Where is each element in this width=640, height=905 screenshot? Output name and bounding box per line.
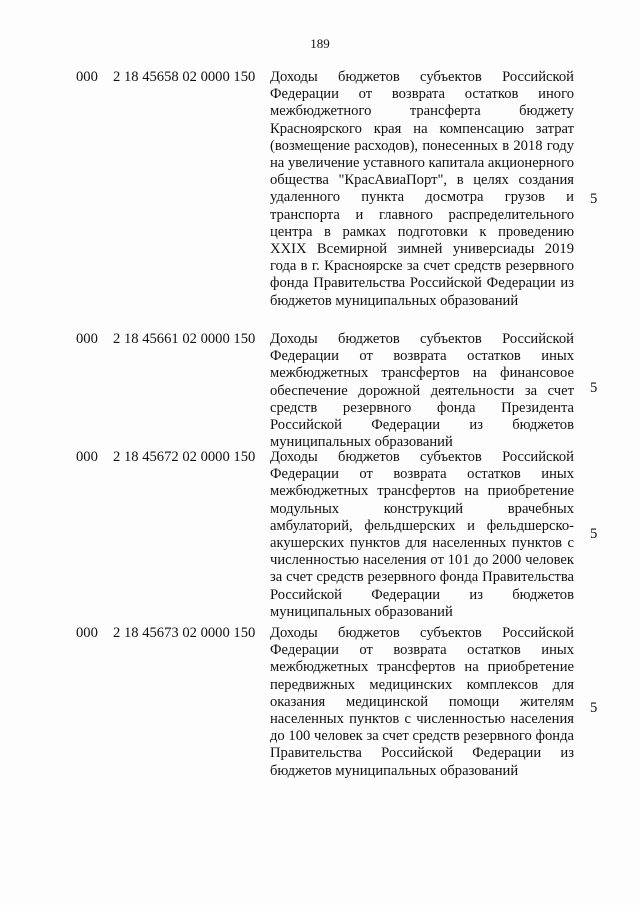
income-code: 2 18 45661 02 0000 150 bbox=[113, 331, 256, 347]
admin-code: 000 bbox=[76, 449, 98, 465]
income-code: 2 18 45672 02 0000 150 bbox=[113, 449, 256, 465]
table-row bbox=[0, 625, 640, 805]
income-name: Доходы бюджетов субъектов Российской Федерации от возврата остатков иного межбюджетного трансферта бюджету Красноярского края на компенсацию затрат (возмещение расходов), понесенных в 2018 году на увеличение уставного капитала акционерного общества "КрасАвиаПорт", в целях создания удаленного пункта досмотра грузов и транспорта и главного распределительного центра в рамках подготовки к проведению XXIX Всемирной зимней универсиады 2019 года в г. Красноярске за счет средств резервного фонда Правительства Российской Федерации из бюджетов муниципальных образований bbox=[270, 69, 574, 309]
row-value: 5 bbox=[590, 700, 598, 716]
admin-code: 000 bbox=[76, 69, 98, 85]
table-row bbox=[0, 331, 640, 449]
income-code: 2 18 45673 02 0000 150 bbox=[113, 625, 256, 641]
row-value: 5 bbox=[590, 526, 598, 542]
row-value: 5 bbox=[590, 191, 598, 207]
income-name: Доходы бюджетов субъектов Российской Федерации от возврата остатков иных межбюджетных трансфертов на финансовое обеспечение дорожной деятельности за счет средств резервного фонда Президента Российской Федерации из бюджетов муниципальных образований bbox=[270, 331, 574, 451]
income-name: Доходы бюджетов субъектов Российской Федерации от возврата остатков иных межбюджетных трансфертов на приобретение модульных конструкций врачебных амбулаторий, фельдшерских и фельдшерско-акушерских пунктов для населенных пунктов с численностью населения от 101 до 2000 человек за счет средств резервного фонда Правительства Российской Федерации из бюджетов муниципальных образований bbox=[270, 449, 574, 620]
admin-code: 000 bbox=[76, 331, 98, 347]
income-name: Доходы бюджетов субъектов Российской Федерации от возврата остатков иных межбюджетных трансфертов на приобретение передвижных медицинских комплексов для оказания медицинской помощи жителям населенных пунктов с численностью населения до 100 человек за счет средств резервного фонда Правительства Российской Федерации из бюджетов муниципальных образований bbox=[270, 625, 574, 779]
table-row bbox=[0, 449, 640, 625]
row-value: 5 bbox=[590, 380, 598, 396]
income-code: 2 18 45658 02 0000 150 bbox=[113, 69, 256, 85]
admin-code: 000 bbox=[76, 625, 98, 641]
table-row bbox=[0, 69, 640, 331]
page-number: 189 bbox=[310, 36, 330, 51]
